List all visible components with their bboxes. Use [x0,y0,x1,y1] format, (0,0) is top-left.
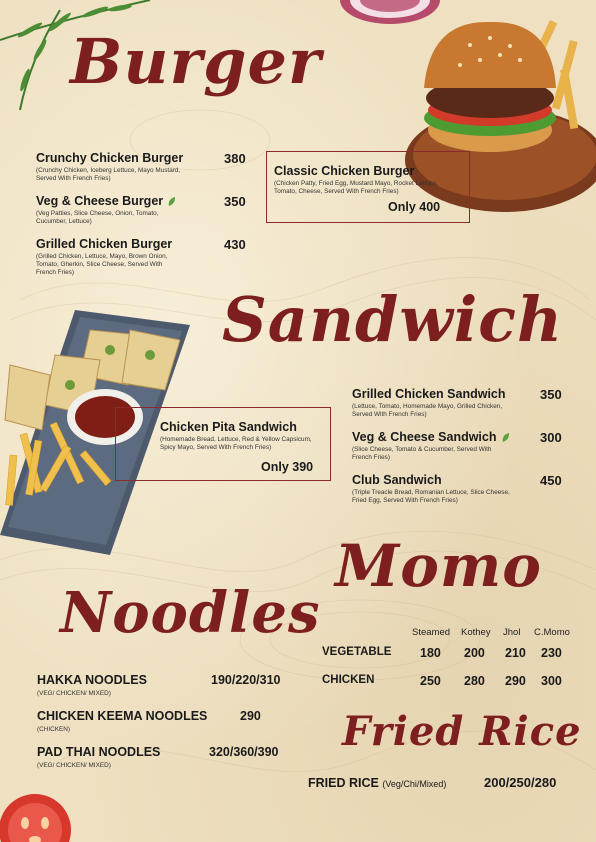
noodle-item-name: HAKKA NOODLES [37,673,147,687]
item-name: Crunchy Chicken Burger [36,151,184,165]
noodle-item-price: 190/220/310 [211,673,281,687]
sandwich-section-title: Sandwich [222,283,564,356]
momo-price: 210 [505,646,526,660]
item-price: 380 [224,151,246,166]
item-name: Chicken Pita Sandwich [160,420,297,434]
item-price: 430 [224,237,246,252]
momo-price: 180 [420,646,441,660]
special-price: Only 390 [261,460,314,474]
noodle-item-sub: (VEG/ CHICKEN/ MIXED) [37,690,111,697]
item-name: Classic Chicken Burger [274,164,415,178]
momo-column-header: Kothey [461,627,491,638]
noodles-section-title: Noodles [60,580,321,646]
item-description: (Veg Patties, Slice Cheese, Onion, Tomato, Cucumber, Lettuce) [36,210,159,226]
item-name: Veg & Cheese Burger [36,194,164,208]
item-price: 450 [540,473,562,488]
momo-column-header: Jhol [503,627,521,638]
noodle-item-sub: (VEG/ CHICKEN/ MIXED) [37,762,111,769]
item-price: 350 [224,194,246,209]
tomato-decoration [0,788,75,842]
fried-rice-name: FRIED RICE [308,776,379,790]
item-description: (Lettuce, Tomato, Homemade Mayo, Grilled Chicken, Served With French Fries) [352,403,503,419]
item-description: (Grilled Chicken, Lettuce, Mayo, Brown Onion, Tomato, Gherkin, Slice Cheese, Served With French Fries) [36,253,168,277]
momo-row-label: CHICKEN [322,674,375,686]
item-name: Grilled Chicken Burger [36,237,173,251]
item-price: 300 [540,430,562,445]
menu-item [36,151,236,183]
noodle-item-price: 320/360/390 [209,745,279,759]
momo-section-title: Momo [335,532,542,600]
noodle-item-sub: (CHICKEN) [37,726,71,733]
item-description: (Crunchy Chicken, Iceberg Lettuce, Mayo Mustard, Served With French Fries) [36,167,181,183]
item-name: Club Sandwich [352,473,442,487]
menu-item [352,430,532,462]
momo-price: 300 [541,674,562,688]
fried-rice-section-title: Fried Rice [342,708,582,755]
momo-column-header: C.Momo [534,627,570,638]
momo-price: 200 [464,646,485,660]
item-description: (Triple Treacle Bread, Romanian Lettuce, Slice Cheese, Fried Egg, Served With French Fries) [352,489,510,505]
special-price: Only 400 [388,200,441,214]
veg-leaf-icon [167,196,176,207]
item-description: (Homemade Bread, Lettuce, Red & Yellow Capsicum, Spicy Mayo, Served With French Fries) [160,436,312,452]
momo-price: 280 [464,674,485,688]
noodle-item-price: 290 [240,709,261,723]
momo-row-label: VEGETABLE [322,646,392,658]
item-name: Grilled Chicken Sandwich [352,387,506,401]
item-price: 350 [540,387,562,402]
item-name: Veg & Cheese Sandwich [352,430,497,444]
menu-item [352,387,527,419]
noodle-item-name: PAD THAI NOODLES [37,745,161,759]
fried-rice-item [308,776,446,790]
noodle-item-name: CHICKEN KEEMA NOODLES [37,709,208,723]
special-item [274,164,444,196]
fried-rice-price: 200/250/280 [484,775,557,790]
momo-column-header: Steamed [412,627,451,638]
veg-leaf-icon [501,432,510,443]
item-description: (Slice Cheese, Tomato & Cucumber, Served With French Fries) [352,446,492,462]
menu-item [352,473,532,505]
menu-item [36,237,236,278]
menu-item [36,194,236,226]
momo-price: 230 [541,646,562,660]
momo-price: 290 [505,674,526,688]
burger-section-title: Burger [70,25,322,98]
item-description: (Chicken Patty, Fried Egg, Mustard Mayo, Rocket Lettuce, Tomato, Cheese, Served With French Fries) [274,180,439,196]
special-item [160,420,325,452]
fried-rice-sub: (Veg/Chi/Mixed) [382,779,447,789]
momo-price: 250 [420,674,441,688]
